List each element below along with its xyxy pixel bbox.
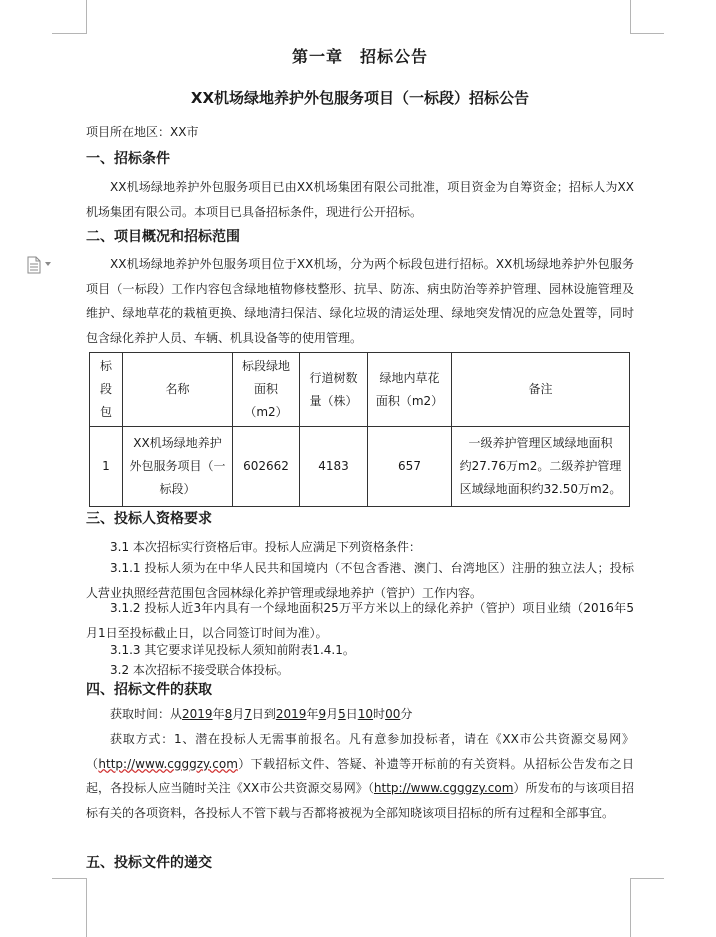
section-3-item-3-1-2: 3.1.2 投标人近3年内具有一个绿地面积25万平方米以上的绿化养护（管护）项目业绩（2016年5月1日至投标截止日，以合同签订时间为准）。 (86, 601, 634, 640)
crop-mark-top-right-v (630, 0, 631, 34)
chevron-down-icon[interactable] (45, 262, 51, 266)
website-link-2[interactable]: http://www.cgggzy.com (373, 781, 514, 795)
text-year: 年 (212, 707, 225, 721)
acquire-method-part-2: ）下载招标文件、答疑、补遗等开标前的有关资料。从招标公告发布之日起，各投标人应当随时关注《XX市公共资源交易网》（ (86, 756, 634, 795)
start-month: 8 (224, 707, 233, 721)
cell-name: XX机场绿地养护 外包服务项目（一 标段） (123, 427, 233, 507)
end-month: 9 (318, 707, 327, 721)
crop-mark-top-left-h (52, 33, 86, 34)
table-header-row (90, 353, 630, 427)
section-3-item-3-1-3: 3.1.3 其它要求详见投标人须知前附表1.4.1。 (110, 643, 355, 657)
header-name: 名称 (123, 353, 233, 427)
crop-mark-top-left-v (86, 0, 87, 34)
crop-mark-bottom-right-h (630, 878, 664, 879)
text-year-2: 年 (306, 707, 319, 721)
website-link[interactable]: http://www.cgggzy.com (98, 756, 238, 771)
section-heading-3: 三、投标人资格要求 (86, 511, 212, 527)
cell-flower-area: 657 (368, 427, 452, 507)
text-month-2: 月 (326, 707, 339, 721)
acquire-method (86, 727, 634, 825)
document-icon[interactable] (26, 256, 42, 274)
section-heading-5: 五、投标文件的递交 (86, 855, 212, 871)
end-day: 5 (338, 707, 346, 721)
end-year: 2019 (275, 707, 307, 721)
cell-note: 一级养护管理区域绿地面积 约27.76万m2。二级养护管理 区域绿地面积约32.50万m2。 (452, 427, 630, 507)
chapter-title: 第一章 招标公告 (291, 47, 428, 66)
cell-area: 602662 (233, 427, 300, 507)
section-heading-4: 四、招标文件的获取 (86, 682, 212, 698)
crop-mark-top-right-h (630, 33, 664, 34)
acquire-method-part-3: ）所发布的与该项目招标有关的各项资料，各投标人不管下载与否都将被视为全部知晓该项目招标的所有过程和全部事宜。 (86, 781, 634, 820)
text-day-2: 日 (345, 707, 358, 721)
start-year: 2019 (182, 707, 213, 721)
end-minute: 00 (385, 707, 401, 721)
project-region: 项目所在地区：XX市 (86, 125, 199, 139)
section-2-body: XX机场绿地养护外包服务项目位于XX机场，分为两个标段包进行招标。XX机场绿地养护外包服务项目（一标段）工作内容包含绿地植物修枝整形、抗旱、防冻、病虫防治等养护管理、园林设施管理及维护、绿地草花的栽植更换、绿地清扫保洁、绿化垃圾的清运处理、绿地突发情况的应急处置等，同时包含绿化养护人员、车辆、机具设备等的使用管理。 (86, 257, 634, 345)
lot-table (89, 352, 630, 507)
header-lot: 标 段 包 (90, 353, 123, 427)
crop-mark-bottom-left-v (86, 878, 87, 937)
header-area: 标段绿地 面积（m2） (233, 353, 300, 427)
section-heading-1: 一、招标条件 (86, 151, 170, 167)
text-hour: 时 (373, 707, 386, 721)
acquire-time-label: 获取时间：从 (110, 707, 183, 721)
header-note: 备注 (452, 353, 630, 427)
notice-title: XX机场绿地养护外包服务项目（一标段）招标公告 (190, 89, 530, 107)
acquire-method-part-1: 获取方式：1、潜在投标人无需事前报名。凡有意参加投标者，请在《XX市公共资源交易网》（ (86, 732, 634, 771)
section-3-item-3-2: 3.2 本次招标不接受联合体投标。 (110, 663, 289, 677)
end-hour: 10 (357, 707, 374, 721)
text-day-to: 日到 (251, 707, 276, 721)
section-3-item-3-1: 3.1 本次招标实行资格后审。投标人应满足下列资格条件： (110, 540, 421, 554)
cell-trees: 4183 (300, 427, 368, 507)
section-3-item-3-1-1: 3.1.1 投标人须为在中华人民共和国境内（不包含香港、澳门、台湾地区）注册的独立法人；投标人营业执照经营范围包含园林绿化养护管理或绿地养护（管护）工作内容。 (86, 561, 634, 600)
section-heading-2: 二、项目概况和招标范围 (86, 229, 240, 245)
crop-mark-bottom-left-h (52, 878, 86, 879)
start-day: 7 (244, 707, 252, 721)
header-flower-area: 绿地内草花 面积（m2） (368, 353, 452, 427)
table-row (90, 427, 630, 507)
text-minute: 分 (400, 707, 413, 721)
cell-lot-no: 1 (90, 427, 123, 507)
crop-mark-bottom-right-v (630, 878, 631, 937)
text-month: 月 (232, 707, 245, 721)
section-1-body: XX机场绿地养护外包服务项目已由XX机场集团有限公司批准，项目资金为自筹资金；招标人为XX机场集团有限公司。本项目已具备招标条件，现进行公开招标。 (86, 180, 634, 219)
header-trees: 行道树数 量（株） (300, 353, 368, 427)
acquire-time (86, 702, 634, 726)
